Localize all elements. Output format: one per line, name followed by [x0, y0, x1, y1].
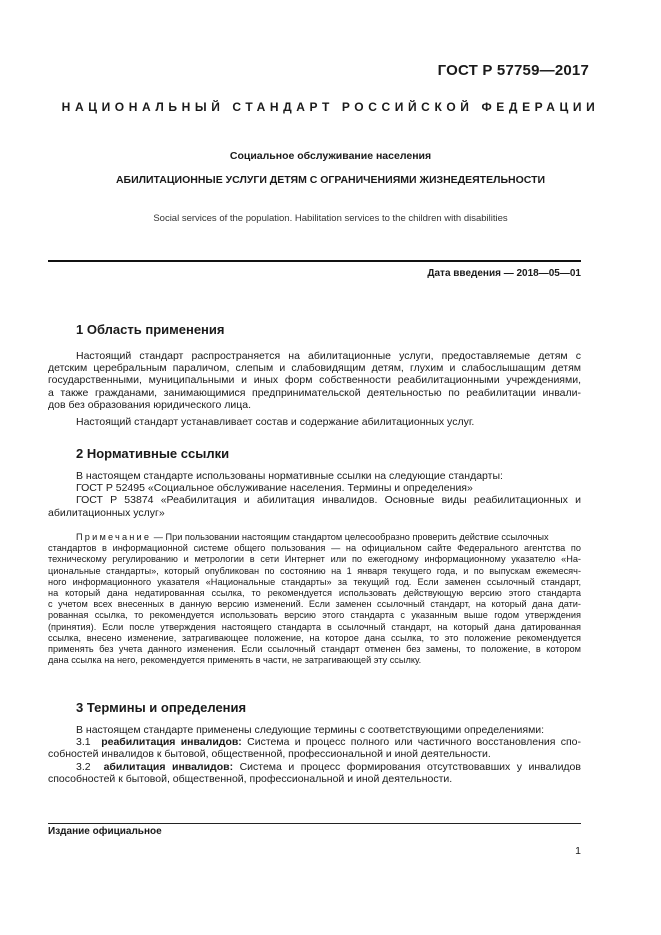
text-line: государственными, муниципальными и иных форм собственности реабилитационными учреждениями,: [48, 374, 581, 387]
header-divider: [48, 260, 581, 262]
introduction-date: Дата введения — 2018—05—01: [427, 268, 581, 279]
term-3-1-line: [48, 736, 581, 748]
note-label: Примечание: [76, 532, 152, 542]
text-line: В настоящем стандарте использованы нормативные ссылки на следующие стандарты:: [76, 470, 503, 482]
note-line: ссылка, внесено изменение, затрагивающее положение, на которое дана ссылка, то это положение рекомендуется: [48, 632, 581, 643]
text-line: Настоящий стандарт распространяется на абилитационные услуги, предоставляемые детям с: [76, 350, 581, 362]
section-1-paragraph-1: [48, 350, 581, 411]
note-line: техническому регулированию и метрологии в сети Интернет или по ежегодному информационному указателю «На-: [48, 554, 581, 565]
term-3-2-line: [48, 761, 581, 773]
note-line: (принятия). Если после утверждения настоящего стандарта в ссылочный стандарт, на который дана датированная: [48, 621, 581, 632]
text-line: абилитационных услуг»: [48, 506, 165, 519]
document-title: АБИЛИТАЦИОННЫЕ УСЛУГИ ДЕТЯМ С ОГРАНИЧЕНИЯМИ ЖИЗНЕДЕЯТЕЛЬНОСТИ: [115, 174, 546, 186]
note-line: дана ссылка на него, рекомендуется применять в части, не затрагивающей эту ссылку.: [48, 655, 422, 666]
text-line: а также гражданами, занимающимися предпринимательской деятельностью по реабилитации инвали-: [48, 386, 581, 399]
text-line: дов без образования юридического лица.: [48, 398, 252, 411]
official-edition-label: Издание официальное: [48, 826, 162, 837]
note-line: рованная ссылка, то рекомендуется использовать версию этого стандарта с указанным выше годом утверждения: [48, 610, 581, 621]
section-1-paragraph-2: [48, 416, 581, 428]
section-2-note: [48, 532, 581, 666]
term-definition: Система и процесс полного или частичного восстановления спо-: [247, 736, 582, 749]
reference-gost-53874: ГОСТ Р 53874 «Реабилитация и абилитация инвалидов. Основные виды реабилитационных и: [76, 494, 581, 507]
term-definition: Система и процесс формирования отсутствовавших у инвалидов: [239, 760, 581, 773]
note-line: с учетом всех внесенных в данную версию изменений. Если заменен ссылочный стандарт, на который дана дати-: [48, 599, 581, 610]
note-line: на который дана недатированная ссылка, то рекомендуется использовать действующую версию этого стандарта: [48, 588, 581, 599]
text-line: собностей инвалидов к бытовой, общественной, профессиональной и иной деятельности.: [48, 748, 491, 761]
term-name: абилитация инвалидов:: [103, 760, 234, 773]
section-1-heading: 1 Область применения: [76, 322, 225, 337]
note-first-line: [48, 532, 581, 543]
document-title-english: Social services of the population. Habilitation services to the children with disabilities: [153, 213, 508, 224]
text-line: В настоящем стандарте применены следующие термины с соответствующими определениями:: [76, 724, 545, 736]
gost-number: ГОСТ Р 57759—2017: [437, 62, 589, 79]
term-name: реабилитация инвалидов:: [101, 736, 242, 749]
note-line: применять без учета данного изменения. Если ссылочный стандарт отменен без замены, то положение, в котором: [48, 644, 581, 655]
national-standard-title: НАЦИОНАЛЬНЫЙ СТАНДАРТ РОССИЙСКОЙ ФЕДЕРАЦИИ: [61, 100, 600, 114]
text-line: Настоящий стандарт устанавливает состав и содержание абилитационных услуг.: [76, 416, 475, 428]
term-number: 3.2: [76, 760, 91, 773]
section-3-body: [48, 724, 581, 785]
section-2-heading: 2 Нормативные ссылки: [76, 446, 230, 461]
section-3-heading: 3 Термины и определения: [76, 700, 247, 715]
text-line: детским церебральным параличом, слепым и слабовидящим детям, глухим и слабослышащим детям: [48, 362, 581, 375]
page-number: 1: [575, 845, 581, 857]
note-line: циональные стандарты», который опубликован по состоянию на 1 января текущего года, и по выпускам ежемесяч-: [48, 565, 581, 576]
footer-divider: [48, 823, 581, 824]
note-line: стандартов в информационной системе общего пользования — на официальном сайте Федерального агентства по: [48, 543, 581, 554]
term-number: 3.1: [76, 736, 91, 749]
note-line: ного информационного указателя «Национальные стандарты» за текущий год. Если заменен ссылочный стандарт,: [48, 576, 581, 587]
section-2-references: [48, 470, 581, 519]
reference-gost-52495: ГОСТ Р 52495 «Социальное обслуживание населения. Термины и определения»: [76, 482, 473, 495]
document-subtitle: Социальное обслуживание населения: [229, 150, 432, 162]
note-first-text: — При пользовании настоящим стандартом целесообразно проверить действие ссылочных: [153, 532, 549, 542]
text-line: способностей к бытовой, общественной, профессиональной и иной деятельности.: [48, 772, 453, 785]
